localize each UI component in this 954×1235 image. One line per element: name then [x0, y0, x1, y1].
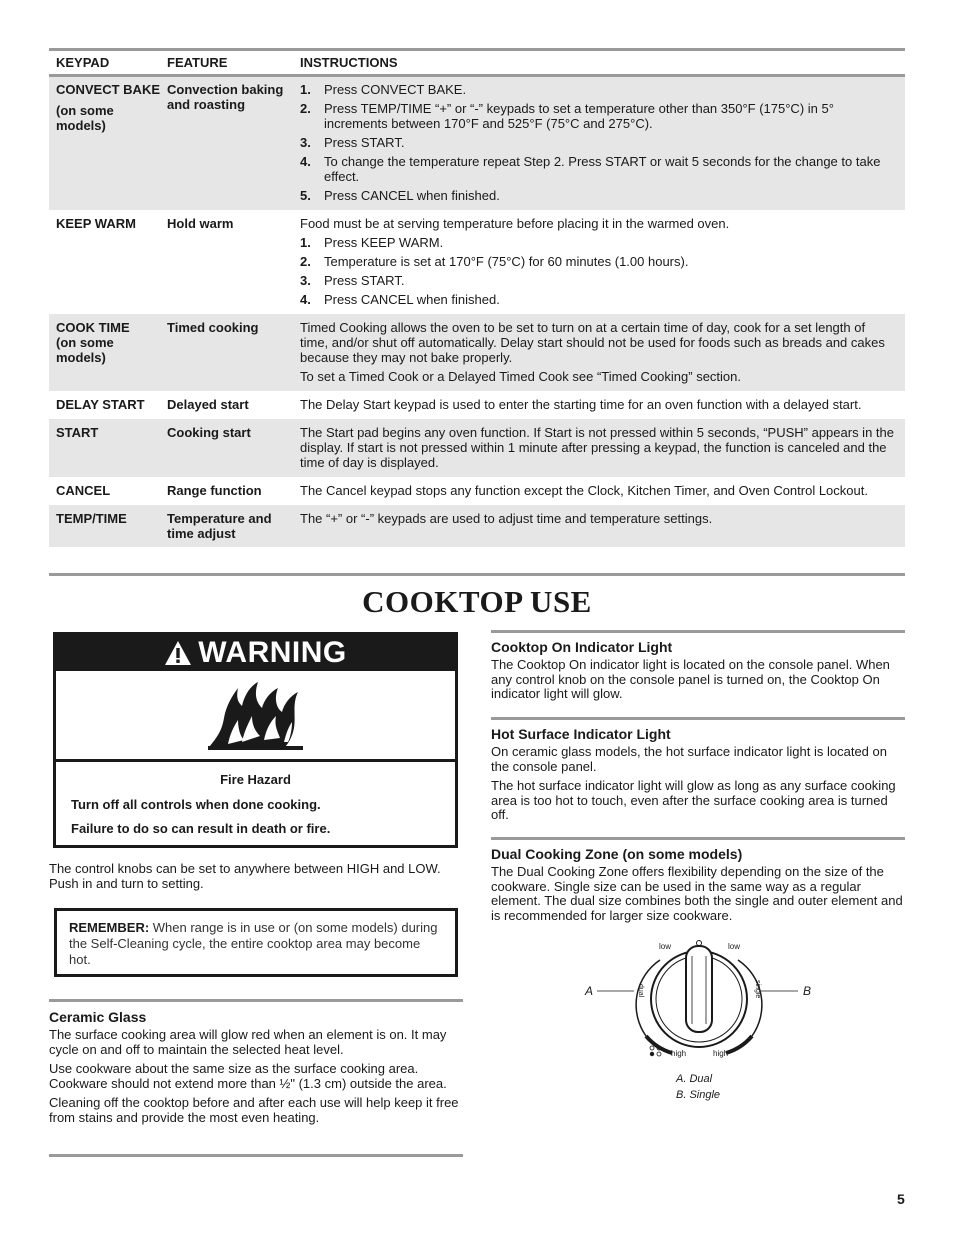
indicator-section	[491, 639, 905, 702]
keypad-name: CANCEL	[56, 483, 111, 498]
instruction-text: Timed Cooking allows the oven to be set to turn on at a certain time of day, cook for a set length of time, and/or shut off automatically. Delay start should not be used for foods such as breads and cakes because they may not bake properly.	[300, 320, 885, 365]
keypad-name: CONVECT BAKE	[56, 82, 161, 97]
table-row	[49, 505, 905, 547]
instruction-steps	[300, 235, 895, 307]
instruction-text: The “+” or “-” keypads are used to adjust time and temperature settings.	[300, 511, 713, 526]
feature-name: Range function	[167, 483, 262, 498]
knob-indicator-icon	[697, 941, 702, 946]
keypad-name: KEEP WARM	[56, 216, 136, 231]
dual-label: dual	[637, 984, 644, 998]
paragraph: Use cookware about the same size as the surface cooking area. Cookware should not extend more than ½" (1.3 cm) outside the area.	[49, 1061, 447, 1091]
dual-zone-knob-figure	[580, 936, 820, 1064]
divider	[491, 837, 905, 840]
warning-header	[56, 635, 455, 671]
list-item: 1. Press CONVECT BAKE.	[300, 82, 467, 97]
list-item: 1. Press KEEP WARM.	[300, 235, 444, 250]
instruction-text: Food must be at serving temperature before placing it in the warmed oven.	[300, 216, 730, 231]
hot-surface-section	[491, 726, 905, 823]
knobs-paragraph: The control knobs can be set to anywhere between HIGH and LOW. Push in and turn to setting.	[49, 861, 441, 891]
low-left-label: low	[659, 942, 672, 951]
warning-label: WARNING	[198, 636, 347, 669]
element-symbol-icon	[650, 1046, 654, 1050]
section-heading: Ceramic Glass	[49, 1009, 147, 1025]
warning-consequence: Failure to do so can result in death or fire.	[71, 821, 331, 836]
remember-text: When range is in use or (on some models) during the Self-Cleaning cycle, the entire cooktop area may become hot.	[69, 920, 438, 967]
ceramic-section	[49, 1009, 461, 1125]
list-item: 4. Press CANCEL when finished.	[300, 292, 500, 307]
table-row	[49, 477, 905, 505]
warning-box	[53, 632, 458, 848]
feature-name: Cooking start	[167, 425, 251, 440]
section-heading: Dual Cooking Zone (on some models)	[491, 846, 743, 862]
section-heading: Hot Surface Indicator Light	[491, 726, 671, 742]
list-item: 2. Press TEMP/TIME “+” or “-” keypads to set a temperature other than 350°F (175°C) in 5° increments between 170°F and 525°F (75°C and 275°C).	[300, 101, 834, 131]
hazard-title: Fire Hazard	[220, 772, 291, 787]
feature-name: Timed cooking	[167, 320, 259, 335]
divider	[49, 1154, 463, 1157]
instruction-text: The Delay Start keypad is used to enter the starting time for an oven function with a delayed start.	[300, 397, 862, 412]
divider	[491, 717, 905, 720]
callout-a: A	[585, 984, 594, 998]
list-item: 4. To change the temperature repeat Step 2. Press START or wait 5 seconds for the change to take effect.	[300, 154, 881, 184]
paragraph: The hot surface indicator light will glow as long as any surface cooking area is too hot to touch, even after the surface cooking area is turned off.	[491, 778, 896, 822]
dual-zone-section	[491, 846, 905, 923]
low-right-label: low	[728, 942, 741, 951]
warning-instruction: Turn off all controls when done cooking.	[71, 797, 321, 812]
keypad-note: (on some models)	[56, 103, 114, 133]
table-row	[49, 77, 905, 210]
list-item: 3. Press START.	[300, 135, 405, 150]
high-right-label: high	[713, 1049, 729, 1058]
instruction-steps	[300, 82, 895, 203]
table-row	[49, 314, 905, 391]
figure-caption	[676, 1071, 720, 1103]
high-left-label: high	[671, 1049, 687, 1058]
feature-name: Delayed start	[167, 397, 249, 412]
keypad-name: START	[56, 425, 99, 440]
list-item: 5. Press CANCEL when finished.	[300, 188, 500, 203]
paragraph: The Dual Cooking Zone offers flexibility depending on the size of the cookware. Single size can be used in the same way as a regular element. The dual size combines both the single and outer element and is recommended for larger size cookware.	[491, 864, 903, 923]
knob-grip	[686, 946, 712, 1032]
dual-high-arc	[646, 1036, 672, 1053]
keypad-name: COOK TIME (on some models)	[56, 320, 130, 365]
feature-name: Temperature and time adjust	[167, 511, 272, 541]
caption-a: A. Dual	[676, 1073, 713, 1085]
remember-box	[54, 908, 458, 977]
paragraph: The Cooktop On indicator light is located on the console panel. When any control knob on the console panel is turned on, the Cooktop On indicator light will glow.	[491, 657, 890, 701]
table-row	[49, 210, 905, 314]
table-header	[49, 51, 905, 77]
page-number: 5	[897, 1191, 905, 1207]
header-instructions: INSTRUCTIONS	[300, 55, 398, 70]
single-label: single	[754, 980, 761, 999]
single-high-arc	[726, 1036, 752, 1053]
instruction-text: The Start pad begins any oven function. If Start is not pressed within 5 seconds, “PUSH” appears in the display. If start is not pressed within 1 minute after pressing a keypad, the function is canceled and the time of day is displayed.	[300, 425, 894, 470]
instruction-text: To set a Timed Cook or a Delayed Timed Cook see “Timed Cooking” section.	[300, 369, 741, 384]
header-feature: FEATURE	[167, 55, 228, 70]
paragraph: Cleaning off the cooktop before and after each use will help keep it free from stains and provide the most even heating.	[49, 1095, 459, 1125]
list-item: 2. Temperature is set at 170°F (75°C) for 60 minutes (1.00 hours).	[300, 254, 689, 269]
table-row	[49, 391, 905, 419]
header-keypad: KEYPAD	[56, 55, 110, 70]
caption-b: B. Single	[676, 1089, 721, 1101]
fire-icon	[208, 680, 303, 750]
divider	[491, 630, 905, 633]
warning-triangle-icon	[164, 640, 192, 666]
instruction-text: The Cancel keypad stops any function except the Clock, Kitchen Timer, and Oven Control Lockout.	[300, 483, 868, 498]
page-title: COOKTOP USE	[362, 584, 592, 619]
fire-hazard-pictogram	[56, 671, 455, 762]
section-heading: Cooktop On Indicator Light	[491, 639, 673, 655]
divider	[49, 999, 463, 1002]
list-item: 3. Press START.	[300, 273, 405, 288]
divider	[49, 573, 905, 576]
paragraph: The surface cooking area will glow red when an element is on. It may cycle on and off to maintain the selected heat level.	[49, 1027, 447, 1057]
paragraph: On ceramic glass models, the hot surface indicator light is located on the console panel.	[491, 744, 887, 774]
keypad-table	[49, 48, 905, 547]
keypad-name: TEMP/TIME	[56, 511, 127, 526]
feature-name: Hold warm	[167, 216, 234, 231]
callout-b: B	[803, 984, 812, 998]
remember-label: REMEMBER:	[69, 920, 150, 935]
table-row	[49, 419, 905, 477]
feature-name: Convection baking and roasting	[167, 82, 284, 112]
keypad-name: DELAY START	[56, 397, 145, 412]
